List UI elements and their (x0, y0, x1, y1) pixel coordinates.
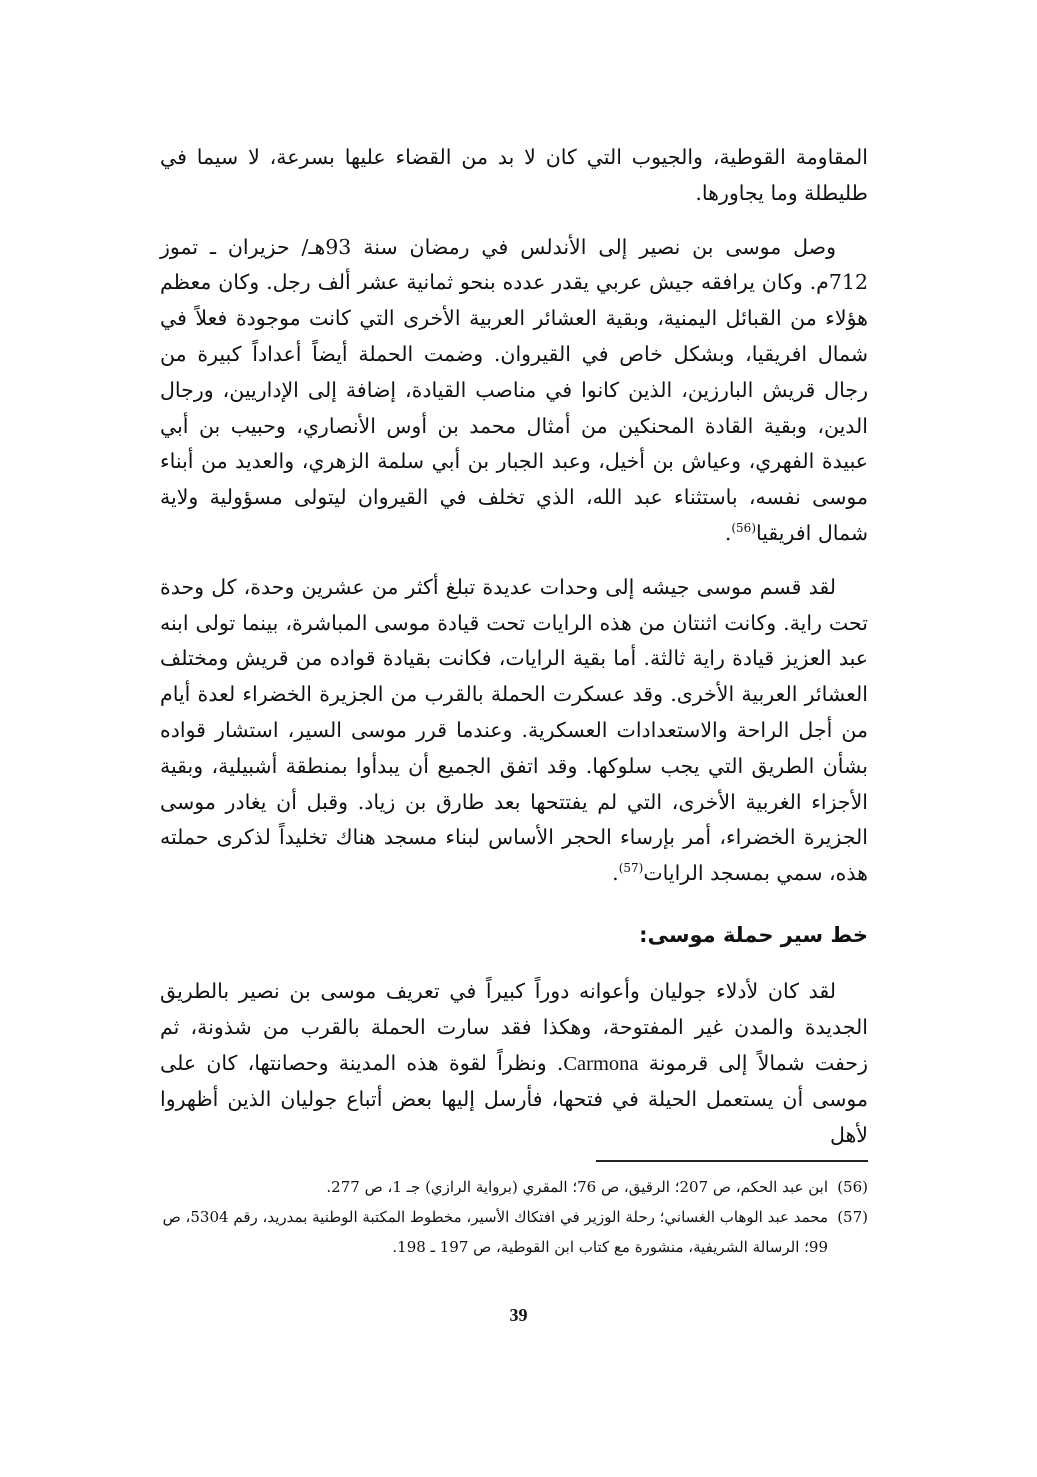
latin-term: Carmona (563, 1052, 639, 1075)
footnote-separator (596, 1160, 868, 1162)
footnote-text: ابن عبد الحكم، ص 207؛ الرقيق، ص 76؛ المقري (برواية الرازي) جـ 1، ص 277. (326, 1178, 828, 1196)
page-body (160, 140, 868, 1172)
page-number: 39 (509, 1305, 528, 1325)
footnote-number: (56) (837, 1178, 868, 1196)
footnote-item (160, 1202, 868, 1262)
paragraph-musa-arrival (160, 230, 868, 552)
paragraph-route (160, 974, 868, 1154)
footnote-item (160, 1172, 868, 1202)
paragraph-text: وصل موسى بن نصير إلى الأندلس في رمضان سنة 93هـ/ حزيران ـ تموز 712م. وكان يرافقه جيش عربي يقدر عدده بنحو ثمانية عشر ألف رجل. وكان معظم هؤلاء من القبائل اليمنية، وبقية العشائر العربية الأخرى التي كانت موجودة فعلاً في شمال افريقيا، وبشكل خاص في القيروان. وضمت الحملة أيضاً أعداداً كبيرة من رجال قريش البارزين، الذين كانوا في مناصب القيادة، إضافة إلى الإداريين، ورجال الدين، وبقية القادة المحنكين من أمثال محمد بن أوس الأنصاري، وحبيب بن أبي عبيدة الفهري، وعياش بن أخيل، وعبد الجبار بن أبي سلمة الزهري، والعديد من أبناء موسى نفسه، باستثناء عبد الله، الذي تخلف في القيروان ليتولى مسؤولية ولاية شمال افريقيا (160, 234, 868, 545)
paragraph-end-punct: . (724, 520, 732, 545)
paragraph-text: لقد كان لأدلاء جوليان وأعوانه دوراً كبيراً في تعريف موسى بن نصير بالطريق الجديدة والمدن غير المفتوحة، وهكذا فقد سارت الحملة بالقرب من شذونة، ثم زحفت شمالاً إلى قرمونة (160, 978, 868, 1075)
footnote-ref-56: (56) (731, 521, 756, 536)
footnote-ref-57: (57) (618, 861, 644, 876)
paragraph-text: لقد قسم موسى جيشه إلى وحدات عديدة تبلغ أكثر من عشرين وحدة، كل وحدة تحت راية. وكانت اثنتان من هذه الرايات تحت قيادة موسى المباشرة، بينما تولى ابنه عبد العزيز قيادة راية ثالثة. أما بقية الرايات، فكانت بقيادة قواده من قريش ومختلف العشائر العربية الأخرى. وقد عسكرت الحملة بالقرب من الجزيرة الخضراء لعدة أيام من أجل الراحة والاستعدادات العسكرية. وعندما قرر موسى السير، استشار قواده بشأن الطريق التي يجب سلوكها. وقد اتفق الجميع أن يبدأوا بمنطقة أشبيلية، وبقية الأجزاء الغربية الأخرى، التي لم يفتتحها بعد طارق بن زياد. وقبل أن يغادر موسى الجزيرة الخضراء، أمر بإرساء الحجر الأساس لبناء مسجد هناك تخليداً لذكرى حملته هذه، سمي بمسجد الرايات (160, 574, 868, 886)
paragraph-continuation: المقاومة القوطية، والجيوب التي كان لا بد من القضاء عليها بسرعة، لا سيما في طليطلة وما يجاورها. (160, 145, 868, 205)
footnote-text: محمد عبد الوهاب الغساني؛ رحلة الوزير في افتكاك الأسير، مخطوط المكتبة الوطنية بمدريد، رقم 5304، ص 99؛ الرسالة الشريفية، منشورة مع كتاب ابن القوطية، ص 197 ـ 198. (162, 1208, 828, 1256)
footnotes (160, 1172, 868, 1262)
paragraph-end-punct: . (612, 861, 619, 886)
section-heading: خط سير حملة موسى: (639, 922, 868, 947)
paragraph-text: . ونظراً لقوة هذه المدينة وحصانتها، كان على موسى أن يستعمل الحيلة في فتحها، فأرسل إليها بعض أتباع جوليان الذين أظهروا لأهل (160, 1050, 868, 1148)
footnote-number: (57) (837, 1208, 868, 1226)
paragraph-army-division (160, 570, 868, 892)
